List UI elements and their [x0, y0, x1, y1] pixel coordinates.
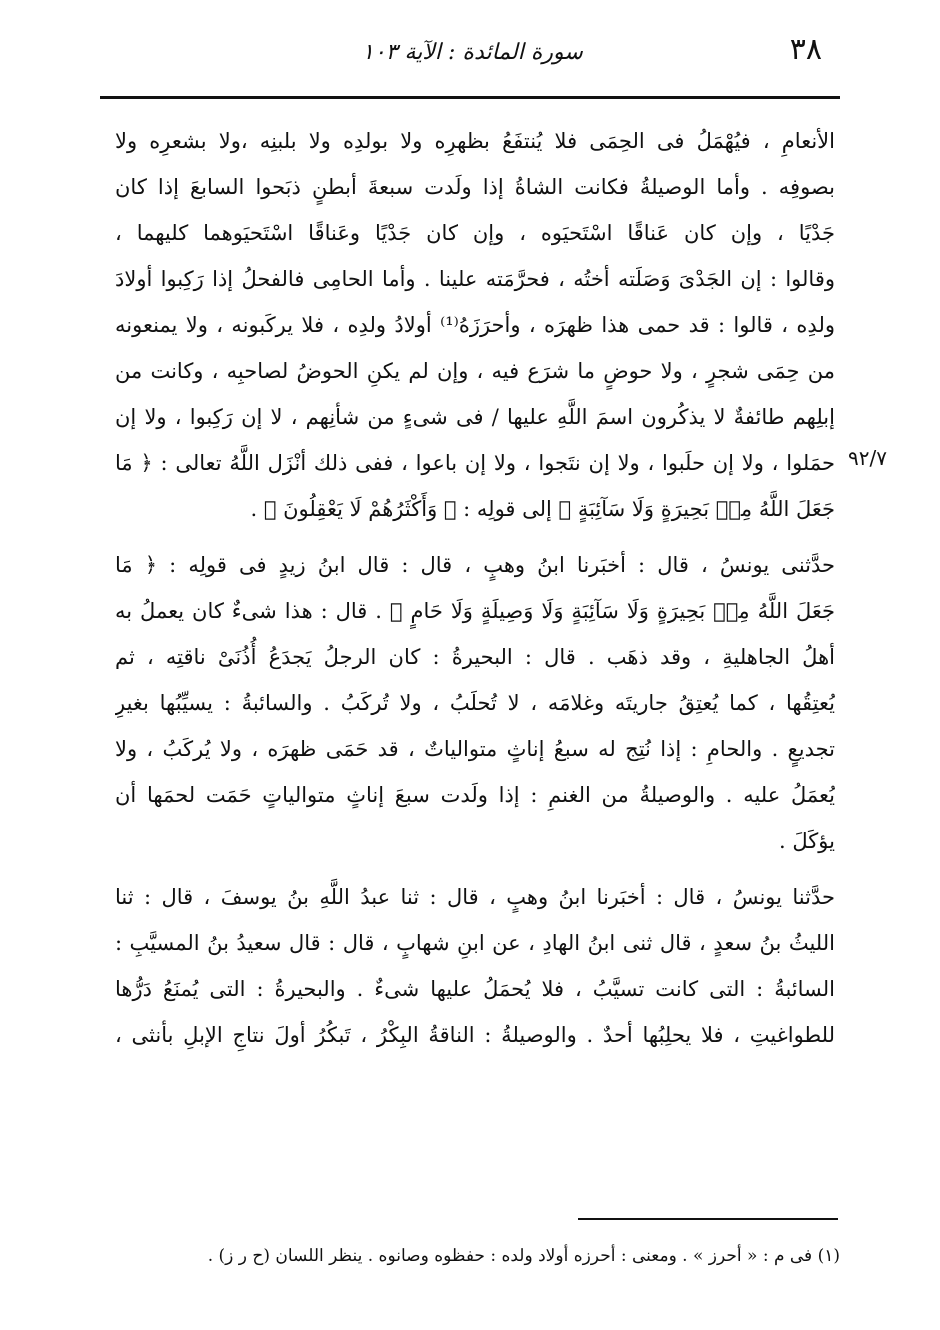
paragraph-1 — [115, 118, 835, 532]
text-line: إبلِهم طائفةٌ لا يذكُرون اسمَ اللَّهِ عليها / فى شىءٍ من شأنِهم ، لا إن رَكِبوا ، ولا إن — [115, 405, 835, 429]
text-line: تجديعٍ . والحامِ : إذا نُتِج له سبعُ إناثٍ متوالياتٌ ، قد حَمَى ظهرَه ، ولا يُركَبُ ، ولا — [115, 737, 835, 761]
page-number: ٣٨ — [789, 32, 822, 67]
text-line: السائبةُ : التى كانت تسيَّبُ ، فلا يُحمَلُ عليها شىءٌ . والبحيرةُ : التى يُمنَعُ دَرُّها — [115, 977, 835, 1001]
text-line: حدَّثنى يونسُ ، قال : أخبَرنا ابنُ وهبٍ ، قال : قال ابنُ زيدٍ فى قولِه : ﴿ مَا — [115, 553, 835, 577]
text-line: أهلُ الجاهليةِ ، وقد ذهَب . قال : البحيرةُ : كان الرجلُ يَجدَعُ أُذُنَىْ ناقتِه ، ثم — [115, 645, 835, 669]
text-line: ولدِه ، قالوا : قد حمى هذا ظهرَه ، وأحرَزَهُ⁽¹⁾ أولادُ ولدِه ، فلا يركَبونه ، ولا يمنعونه — [115, 313, 835, 337]
text-line: جَدْيًا ، وإن كان عَناقًا اسْتَحيَوه ، وإن كان جَدْيًا وعَناقًا اسْتَحيَوهما كليهما ، — [115, 221, 835, 245]
paragraph-3 — [115, 874, 835, 1058]
main-text — [115, 118, 835, 1058]
text-line: من حِمَى شجرٍ ، ولا حوضٍ ما شرَع فيه ، وإن لم يكنِ الحوضُ لصاحبِه ، وكانت من — [115, 359, 835, 383]
text-line: الأنعامِ ، فيُهْمَلُ فى الحِمَى فلا يُنتفَعُ بظهرِه ولا بولدِه ولا بلبنِه ،ولا بشعرِه ولا — [115, 129, 835, 153]
text-line: يؤكَلَ . — [779, 829, 835, 853]
text-line: جَعَلَ اللَّهُ مِنۢ بَحِيرَةٍ وَلَا سَآئِبَةٍ وَلَا وَصِيلَةٍ وَلَا حَامٍ ﴾ . قال : هذا شىءٌ كان يعملُ به — [115, 599, 835, 623]
footnote: (١) فى م : « أحرز » . ومعنى : أحرزه أولاد ولده : حفظوه وصانوه . ينظر اللسان (ح ر ز) . — [207, 1246, 840, 1266]
footnote-rule — [578, 1218, 838, 1220]
paragraph-2 — [115, 542, 835, 864]
text-line: للطواغيتِ ، فلا يحلِبُها أحدٌ . والوصيلةُ : الناقةُ البِكْرُ ، تَبكُرُ أولَ نتاجِ الإبلِ بأنثى ، — [115, 1023, 835, 1047]
running-head: سورة المائدة : الآية ١٠٣ — [362, 40, 583, 65]
text-line: بصوفِه . وأما الوصيلةُ فكانت الشاةُ إذا ولَدت سبعةَ أبطنٍ ذبَحوا السابعَ إذا كان — [115, 175, 835, 199]
text-line: حدَّثنا يونسُ ، قال : أخبَرنا ابنُ وهبٍ ، قال : ثنا عبدُ اللَّهِ بنُ يوسفَ ، قال : ثنا — [115, 885, 835, 909]
text-line: جَعَلَ اللَّهُ مِنۢ بَحِيرَةٍ وَلَا سَآئِبَةٍ ﴾ إلى قولِه : ﴿ وَأَكْثَرُهُمْ لَا يَعْقِلُونَ ﴾ . — [250, 497, 835, 521]
margin-reference: ٩٢/٧ — [848, 446, 887, 470]
text-line: يُعمَلُ عليه . والوصيلةُ من الغنمِ : إذا ولَدت سبعَ إناثٍ متوالياتٍ حَمَت لحمَها أن — [115, 783, 835, 807]
header-rule — [100, 96, 840, 99]
text-line: الليثُ بنُ سعدٍ ، قال ثنى ابنُ الهادِ ، عن ابنِ شهابٍ ، قال : قال سعيدُ بنُ المسيَّبِ : — [115, 931, 835, 955]
page-header — [100, 28, 840, 88]
text-line: يُعتِقُها ، كما يُعتِقُ جاريتَه وغلامَه ، لا تُحلَبُ ، ولا تُركَبُ . والسائبةُ : يسيِّبُها بغيرِ — [115, 691, 835, 715]
text-line: حمَلوا ، ولا إن حلَبوا ، ولا إن نتَجوا ، ولا إن باعوا ، ففى ذلك أنْزَل اللَّهُ تعالى : ﴿ مَا — [115, 451, 835, 475]
text-line: وقالوا : إن الجَدْىَ وَصَلَته أختُه ، فحرَّمَته علينا . وأما الحامِى فالفحلُ إذا رَكِبوا أولادَ — [115, 267, 835, 291]
